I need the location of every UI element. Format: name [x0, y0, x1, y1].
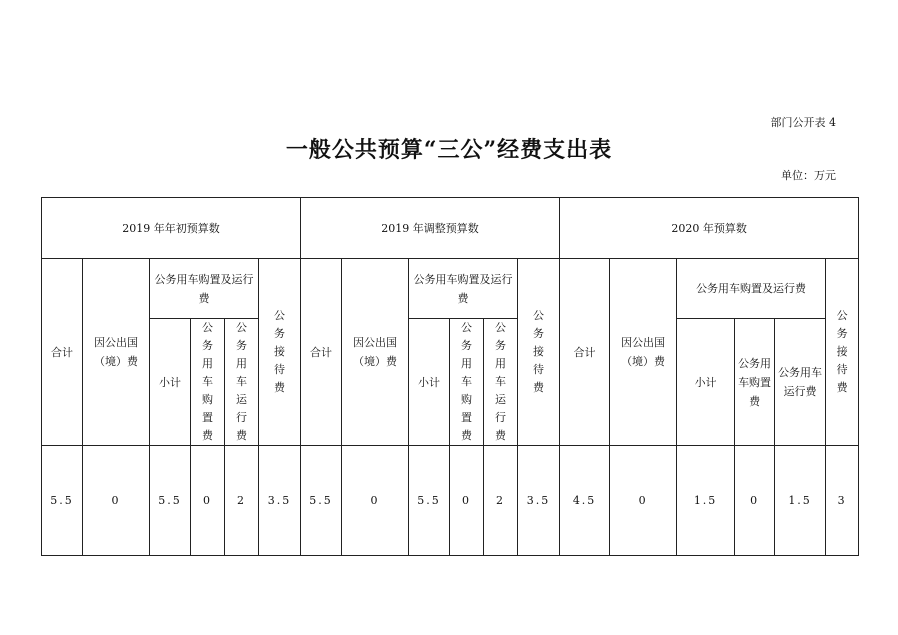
document-label: 部门公开表 4 — [770, 116, 836, 129]
value-operation: 1.5 — [775, 446, 826, 556]
unit-label: 单位：万元 — [781, 169, 836, 182]
data-row — [42, 446, 859, 556]
value-subtotal: 1.5 — [677, 446, 735, 556]
subheader-row-2 — [42, 319, 859, 446]
group-header-2019-adjusted: 2019 年调整预算数 — [301, 198, 560, 259]
value-operation: 2 — [225, 446, 259, 556]
col-purchase — [191, 319, 225, 446]
value-reception: 3 — [826, 446, 859, 556]
expense-table — [41, 197, 859, 556]
value-reception: 3.5 — [518, 446, 560, 556]
col-purchase: 公务用车购置费 — [735, 319, 775, 446]
col-purchase — [450, 319, 484, 446]
group-header-row — [42, 198, 859, 259]
value-purchase: 0 — [735, 446, 775, 556]
value-purchase: 0 — [191, 446, 225, 556]
col-total: 合计 — [560, 259, 610, 446]
col-reception — [826, 259, 859, 446]
col-operation — [484, 319, 518, 446]
col-purchase-text: 公务用车购置费 — [461, 321, 473, 442]
col-abroad: 因公出国（境）费 — [83, 259, 150, 446]
col-total: 合计 — [301, 259, 342, 446]
page-title: 一般公共预算“三公”经费支出表 — [285, 137, 613, 163]
subheader-row-1 — [42, 259, 859, 319]
col-reception-text: 公务接待费 — [274, 309, 286, 394]
col-operation-text: 公务用车运行费 — [236, 321, 247, 442]
col-reception-text: 公务接待费 — [836, 309, 848, 394]
value-total: 4.5 — [560, 446, 610, 556]
group-header-2019-initial: 2019 年年初预算数 — [42, 198, 301, 259]
col-subtotal: 小计 — [677, 319, 735, 446]
col-purchase-text: 公务用车购置费 — [202, 321, 213, 442]
col-total: 合计 — [42, 259, 83, 446]
col-abroad: 因公出国（境）费 — [342, 259, 409, 446]
value-subtotal: 5.5 — [409, 446, 450, 556]
value-purchase: 0 — [450, 446, 484, 556]
col-vehicle: 公务用车购置及运行费 — [150, 259, 259, 319]
col-vehicle: 公务用车购置及运行费 — [409, 259, 518, 319]
col-reception-text: 公务接待费 — [533, 309, 545, 394]
value-abroad: 0 — [342, 446, 409, 556]
value-reception: 3.5 — [259, 446, 301, 556]
col-operation-text: 公务用车运行费 — [495, 321, 507, 442]
value-subtotal: 5.5 — [150, 446, 191, 556]
col-reception — [518, 259, 560, 446]
value-abroad: 0 — [83, 446, 150, 556]
value-abroad: 0 — [610, 446, 677, 556]
col-reception — [259, 259, 301, 446]
col-vehicle: 公务用车购置及运行费 — [677, 259, 826, 319]
value-operation: 2 — [484, 446, 518, 556]
col-subtotal: 小计 — [409, 319, 450, 446]
col-operation: 公务用车运行费 — [775, 319, 826, 446]
col-abroad: 因公出国（境）费 — [610, 259, 677, 446]
col-subtotal: 小计 — [150, 319, 191, 446]
value-total: 5.5 — [42, 446, 83, 556]
col-operation — [225, 319, 259, 446]
value-total: 5.5 — [301, 446, 342, 556]
group-header-2020: 2020 年预算数 — [560, 198, 859, 259]
